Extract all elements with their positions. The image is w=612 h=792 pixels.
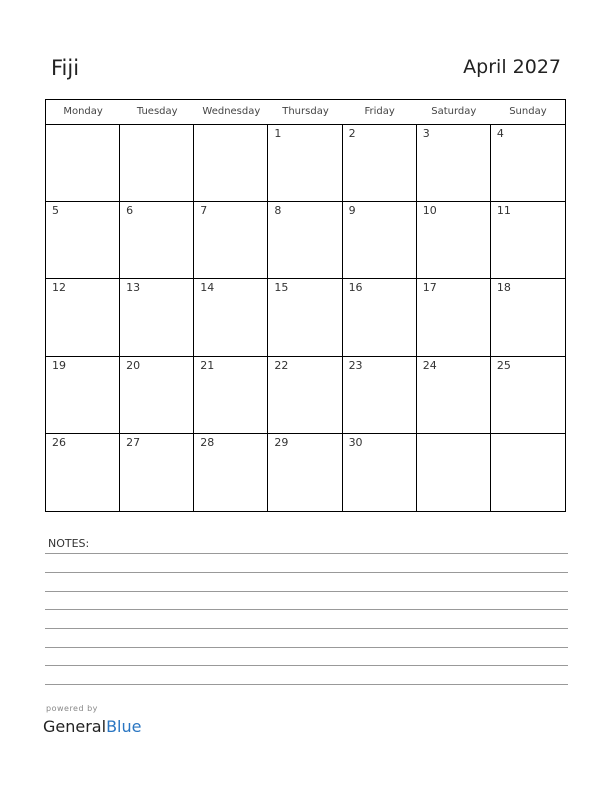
day-number: 10 (422, 204, 437, 218)
weekday-monday: Monday (63, 106, 103, 117)
day-cell (120, 125, 194, 202)
day-number: 28 (200, 435, 215, 449)
day-cell (417, 125, 491, 202)
day-number: 8 (274, 204, 282, 218)
day-number: 15 (274, 281, 289, 295)
note-line (45, 665, 568, 666)
day-cell (194, 434, 268, 511)
calendar-month-title: April 2027 (463, 56, 561, 78)
calendar-country-title: Fiji (51, 56, 80, 80)
day-cell (268, 279, 342, 356)
weekday-sunday: Sunday (509, 106, 547, 117)
note-line (45, 684, 568, 685)
notes-label: NOTES: (48, 537, 90, 550)
day-number: 14 (200, 281, 215, 295)
day-cell (491, 434, 565, 511)
note-line (45, 609, 568, 610)
day-number: 5 (52, 204, 59, 218)
note-line (45, 553, 568, 554)
day-cell (491, 202, 565, 279)
day-cell (417, 434, 491, 511)
day-number: 25 (496, 358, 511, 372)
day-number: 19 (52, 358, 66, 372)
day-cell (417, 202, 491, 279)
day-number: 2 (348, 127, 356, 140)
day-cell (268, 357, 342, 434)
day-cell (194, 125, 268, 202)
day-cell (120, 434, 194, 511)
day-cell (194, 357, 268, 434)
weekday-wednesday: Wednesday (202, 106, 261, 117)
note-line (45, 647, 568, 648)
day-cells (46, 125, 565, 511)
day-cell (417, 279, 491, 356)
day-cell (343, 279, 417, 356)
day-number: 1 (274, 127, 282, 140)
brand-logo (43, 717, 141, 736)
day-number: 12 (52, 281, 66, 295)
day-cell (120, 202, 194, 279)
day-number: 13 (126, 281, 141, 295)
day-number: 27 (126, 435, 141, 449)
day-number: 26 (52, 435, 66, 449)
note-line (45, 628, 568, 629)
day-number: 9 (348, 204, 356, 218)
weekday-tuesday: Tuesday (136, 106, 178, 117)
day-cell (491, 357, 565, 434)
day-number: 16 (348, 281, 363, 295)
day-cell (491, 125, 565, 202)
day-cell (46, 357, 120, 434)
day-number: 29 (274, 435, 289, 449)
day-number: 7 (200, 204, 208, 218)
day-number: 24 (422, 358, 437, 372)
weekday-header-row (46, 100, 565, 125)
day-cell (194, 279, 268, 356)
day-number: 17 (422, 281, 437, 295)
day-number: 3 (422, 127, 430, 140)
weekday-friday: Friday (364, 106, 395, 117)
day-number: 30 (348, 435, 363, 449)
day-number: 21 (200, 358, 215, 372)
brand-general: General (43, 717, 107, 736)
weekday-thursday: Thursday (282, 106, 329, 117)
day-cell (268, 434, 342, 511)
day-cell (268, 202, 342, 279)
day-number: 6 (126, 204, 134, 218)
day-cell (343, 357, 417, 434)
day-cell (46, 125, 120, 202)
day-cell (194, 202, 268, 279)
day-cell (491, 279, 565, 356)
day-cell (268, 125, 342, 202)
brand-blue: Blue (106, 717, 142, 736)
day-cell (46, 202, 120, 279)
day-cell (120, 279, 194, 356)
calendar-grid (45, 99, 566, 512)
day-number: 11 (496, 204, 511, 218)
day-cell (417, 357, 491, 434)
weekday-saturday: Saturday (431, 106, 477, 117)
note-line (45, 591, 568, 592)
day-number: 20 (126, 358, 141, 372)
day-number: 4 (496, 127, 504, 140)
day-cell (343, 202, 417, 279)
day-cell (343, 434, 417, 511)
day-number: 23 (348, 358, 363, 372)
powered-by-text: powered by (46, 704, 98, 713)
day-cell (46, 279, 120, 356)
day-cell (46, 434, 120, 511)
day-number: 22 (274, 358, 289, 372)
note-line (45, 572, 568, 573)
day-cell (120, 357, 194, 434)
day-cell (343, 125, 417, 202)
day-number: 18 (496, 281, 511, 295)
